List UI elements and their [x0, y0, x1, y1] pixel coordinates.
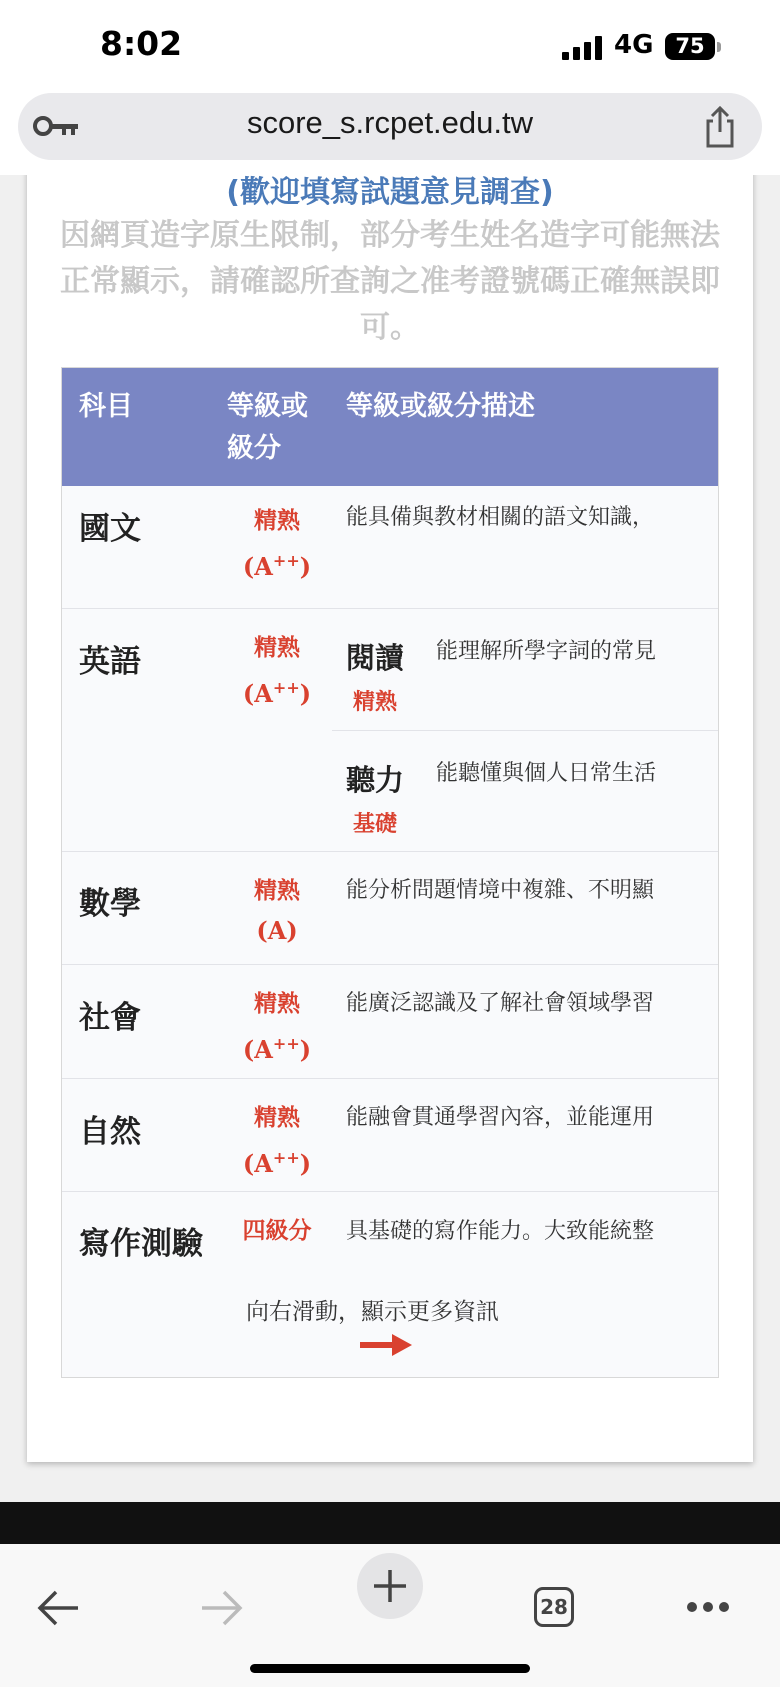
- level-label: 精熟: [254, 991, 300, 1017]
- level-label: 精熟: [254, 1105, 300, 1131]
- grade-math: (A): [256, 916, 298, 945]
- content-card: [27, 175, 753, 1462]
- desc-chinese: 能具備與教材相關的語文知識，: [346, 505, 655, 530]
- more-icon[interactable]: [686, 1599, 730, 1615]
- subject-science: 自然: [79, 1114, 141, 1150]
- header-subject: 科目: [79, 391, 133, 422]
- subject-english: 英語: [79, 644, 141, 680]
- back-icon[interactable]: [36, 1588, 80, 1628]
- desc-reading: 能理解所學字詞的常見: [436, 639, 657, 664]
- desc-math: 能分析問題情境中複雜、不明顯: [346, 878, 655, 903]
- battery-level: 75: [675, 34, 705, 58]
- row-divider: [62, 964, 718, 965]
- subskill-listening: [346, 758, 404, 838]
- grade-chinese: (A++): [242, 551, 312, 581]
- subskill-listening-level: 基礎: [353, 812, 398, 837]
- level-social: [227, 989, 327, 1065]
- desc-writing: 具基礎的寫作能力。大致能統整: [346, 1219, 655, 1244]
- status-time: 8:02: [100, 24, 183, 63]
- signal-icon: [562, 36, 604, 60]
- row-divider: [62, 1191, 718, 1192]
- header-level: 等級或級分: [227, 391, 308, 464]
- new-tab-button[interactable]: [357, 1553, 423, 1619]
- level-math: [227, 876, 327, 946]
- right-arrow-icon: [360, 1334, 412, 1356]
- desc-science: 能融會貫通學習內容，並能運用: [346, 1105, 655, 1130]
- subject-math: 數學: [79, 886, 141, 922]
- subject-chinese: 國文: [79, 511, 141, 547]
- share-icon[interactable]: [700, 105, 740, 149]
- page-footer-bar: [0, 1502, 780, 1544]
- level-label: 四級分: [242, 1218, 312, 1244]
- level-label: 精熟: [254, 635, 300, 661]
- row-divider: [62, 608, 718, 609]
- row-divider: [62, 1078, 718, 1079]
- subject-writing: 寫作測驗: [79, 1226, 203, 1262]
- level-label: 精熟: [254, 878, 300, 904]
- tabs-icon[interactable]: [534, 1587, 574, 1627]
- tab-count: 28: [540, 1595, 568, 1619]
- subskill-reading-level: 精熟: [353, 690, 398, 715]
- battery-cap: [717, 42, 721, 52]
- notice-text: 因網頁造字原生限制，部分考生姓名造字可能無法正常顯示，請確認所查詢之准考證號碼正確無誤即可。: [60, 218, 720, 345]
- level-science: [227, 1103, 327, 1179]
- new-tab-icon: [357, 1553, 423, 1619]
- forward-icon[interactable]: [200, 1588, 244, 1628]
- subject-social: 社會: [79, 1000, 141, 1036]
- desc-social: 能廣泛認識及了解社會領域學習: [346, 991, 655, 1016]
- home-indicator: [250, 1664, 530, 1673]
- level-label: 精熟: [254, 508, 300, 534]
- header-description: 等級或級分描述: [346, 391, 535, 422]
- scroll-hint: 向右滑動，顯示更多資訊: [246, 1299, 499, 1325]
- url-text[interactable]: score_s.rcpet.edu.tw: [246, 105, 534, 140]
- table-header: [62, 368, 718, 486]
- grade-social: (A++): [242, 1034, 312, 1064]
- level-writing: [227, 1216, 327, 1246]
- page-viewport: [0, 175, 780, 1502]
- level-chinese: [227, 506, 327, 582]
- desc-listening: 能聽懂與個人日常生活: [436, 761, 657, 786]
- subskill-reading-name: 閱讀: [346, 641, 405, 675]
- grade-science: (A++): [242, 1148, 312, 1178]
- status-bar: [0, 0, 780, 92]
- subskill-reading: [346, 636, 404, 716]
- level-english: [227, 633, 327, 709]
- subrow-divider: [332, 730, 718, 731]
- survey-link[interactable]: (歡迎填寫試題意見調查): [226, 175, 554, 210]
- row-divider: [62, 851, 718, 852]
- network-type: 4G: [614, 30, 654, 60]
- score-table[interactable]: [61, 367, 719, 1378]
- subskill-listening-name: 聽力: [346, 763, 405, 797]
- url-bar[interactable]: [18, 93, 762, 160]
- grade-english: (A++): [242, 678, 312, 708]
- battery-icon: [665, 33, 715, 60]
